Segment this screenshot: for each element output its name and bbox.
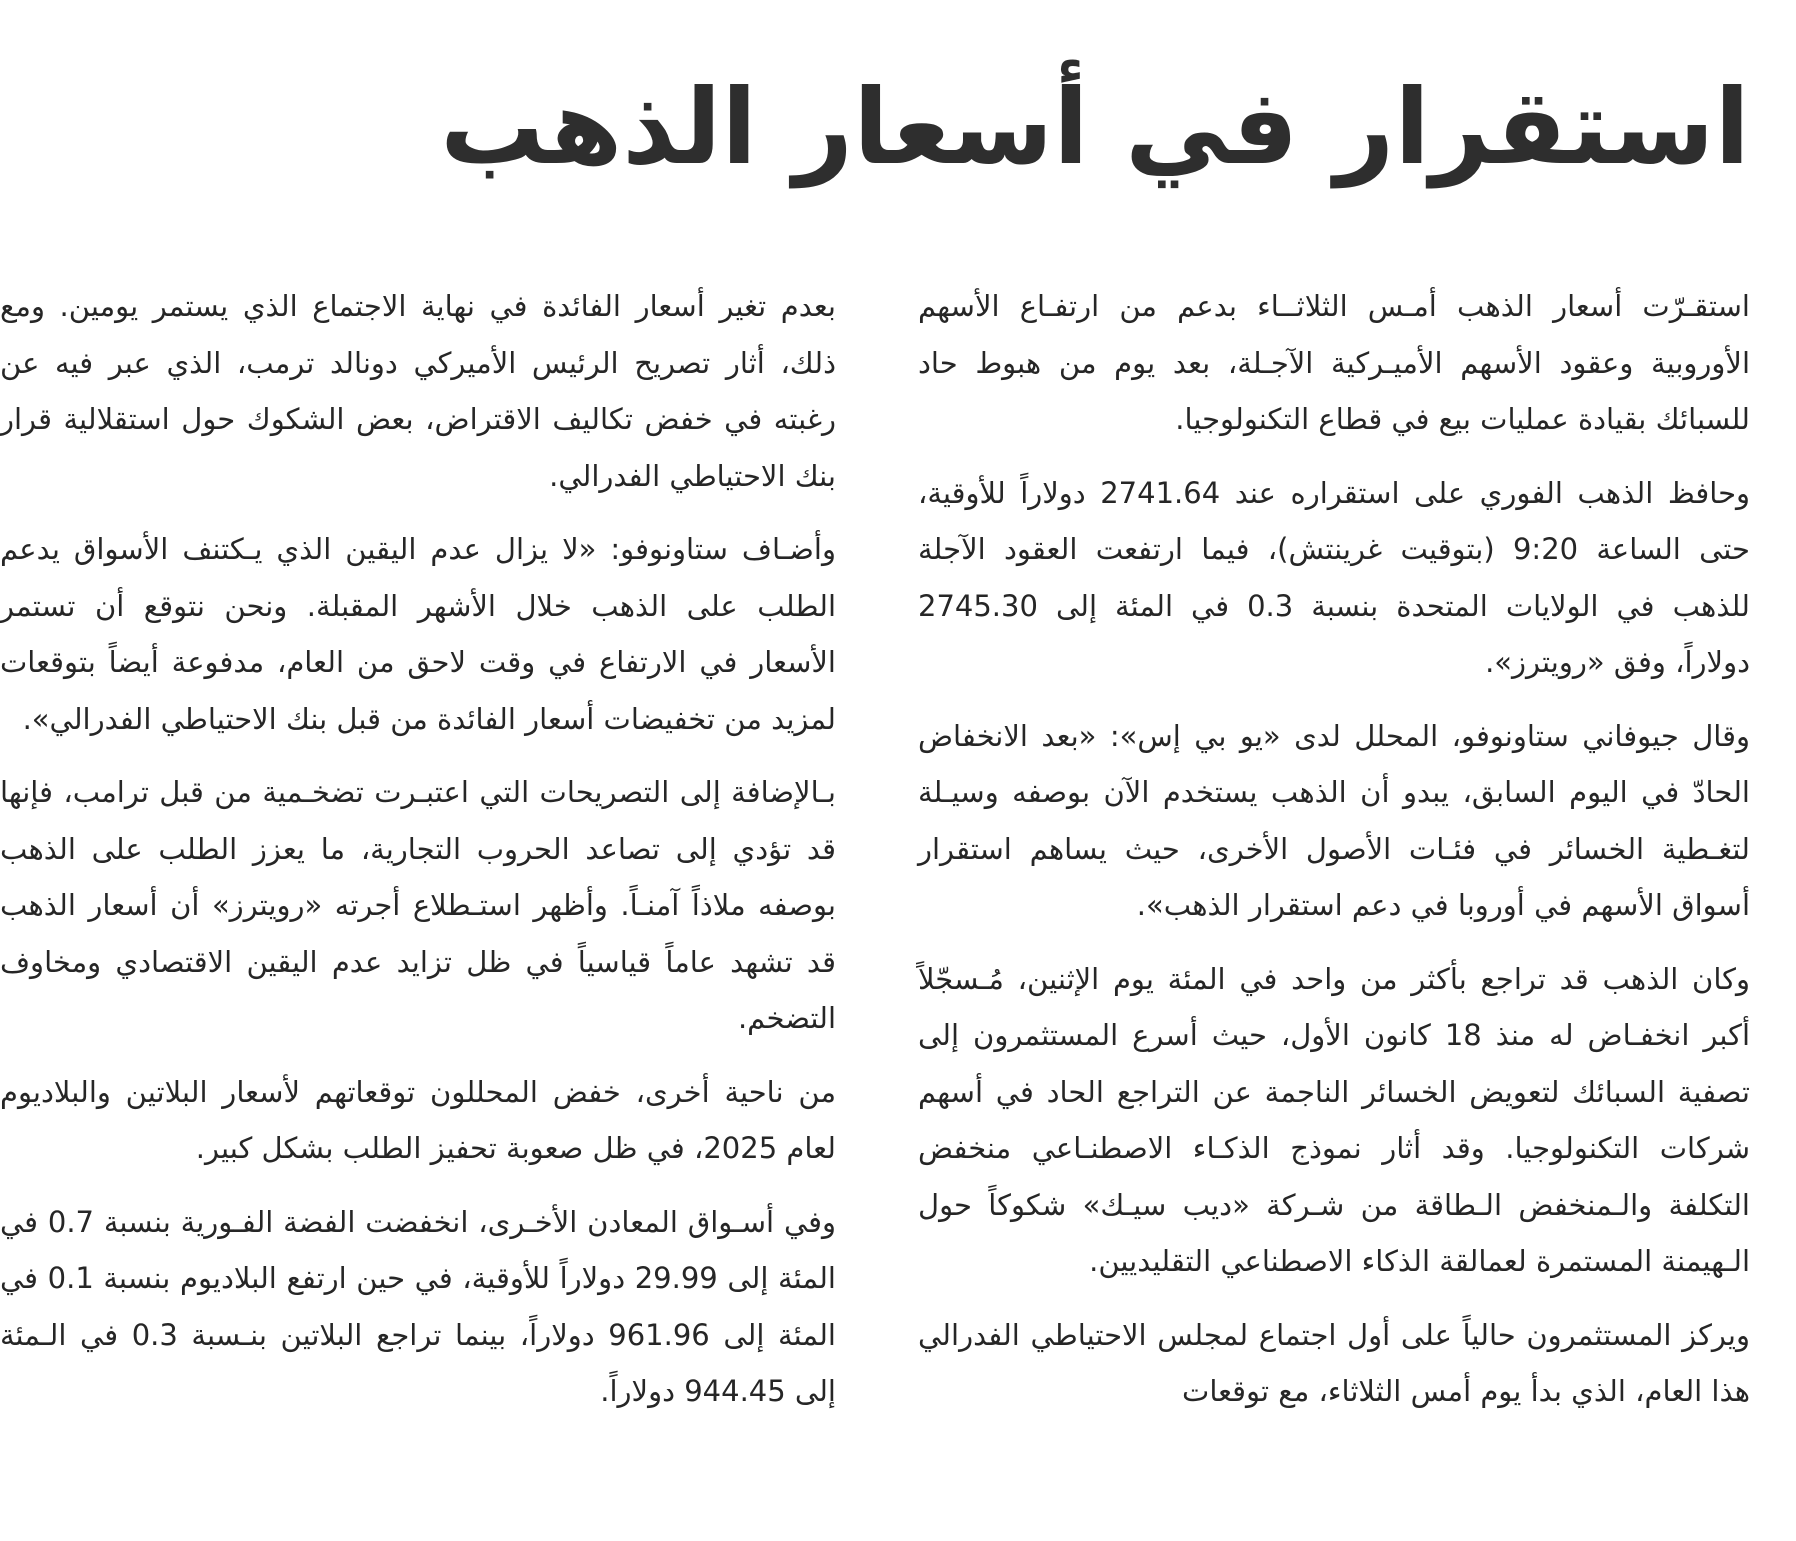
article-column-right [918,278,1750,1437]
article-paragraph: من ناحية أخرى، خفض المحللون توقعاتهم لأسعار البلاتين والبلاديوم لعام 2025، في ظل صعوبة تحفيز الطلب بشكل كبير. [0,1074,836,1165]
article-paragraph: بـالإضافة إلى التصريحات التي اعتبـرت تضخـمية من قبل ترامب، فإنها قد تؤدي إلى تصاعد الحروب التجارية، ما يعزز الطلب على الذهب بوصفه ملاذاً آمنـاً. وأظهر استـطلاع أجرته «رويترز» أن أسعار الذهب قد تشهد عاماً قياسياً في ظل تزايد عدم اليقين الاقتصادي ومخاوف التضخم. [0,775,836,1035]
article-paragraph: وقال جيوفاني ستاونوفو، المحلل لدى «يو بي إس»: «بعد الانخفاض الحادّ في اليوم السابق، يبدو أن الذهب يستخدم الآن بوصفه وسيـلة لتغـطية الخسائر في فئـات الأصول الأخرى، حيث يساهم استقرار أسواق الأسهم في أوروبا في دعم استقرار الذهب». [918,718,1750,922]
article-paragraph: بعدم تغير أسعار الفائدة في نهاية الاجتماع الذي يستمر يومين. ومع ذلك، أثار تصريح الرئيس الأميركي دونالد ترمب، الذي عبر فيه عن رغبته في خفض تكاليف الاقتراض، بعض الشكوك حول استقلالية قرار بنك الاحتياطي الفدرالي. [0,289,836,493]
article-paragraph: وكان الذهب قد تراجع بأكثر من واحد في المئة يوم الإثنين، مُـسجّلاً أكبر انخفـاض له منذ 18 كانون الأول، حيث أسرع المستثمرون إلى تصفية السبائك لتعويض الخسائر الناجمة عن التراجع الحاد في أسهم شركات التكنولوجيا. وقد أثار نموذج الذكـاء الاصطنـاعي منخفض التكلفة والـمنخفض الـطاقة من شـركة «ديب سيـك» شكوكاً حول الـهيمنة المستمرة لعمالقة الذكاء الاصطناعي التقليديين. [918,961,1751,1278]
article-paragraph: وفي أسـواق المعادن الأخـرى، انخفضت الفضة الفـورية بنسبة 0.7 في المئة إلى 29.99 دولاراً للأوقية، في حين ارتفع البلاديوم بنسبة 0.1 في المئة إلى 961.96 دولاراً، بينما تراجع البلاتين بنـسبة 0.3 في الـمئة إلى 944.45 دولاراً. [0,1204,836,1408]
article-paragraph: وحافظ الذهب الفوري على استقراره عند 2741.64 دولاراً للأوقية، حتى الساعة 9:20 (بتوقيت غرينتش)، فيما ارتفعت العقود الآجلة للذهب في الولايات المتحدة بنسبة 0.3 في المئة إلى 2745.30 دولاراً، وفق «رويترز». [918,475,1750,679]
article-paragraph: ويركز المستثمرون حالياً على أول اجتماع لمجلس الاحتياطي الفدرالي هذا العام، الذي بدأ يوم أمس الثلاثاء، مع توقعات [918,1317,1750,1408]
article-column-left [0,278,836,1541]
article-paragraph: وأضـاف ستاونوفو: «لا يزال عدم اليقين الذي يـكتنف الأسواق يدعم الطلب على الذهب خلال الأشهر المقبلة. ونحن نتوقع أن تستمر الأسعار في الارتفاع في وقت لاحق من العام، مدفوعة أيضاً بتوقعات لمزيد من تخفيضات أسعار الفائدة من قبل بنك الاحتياطي الفدرالي». [0,532,836,736]
article-paragraph: استقـرّت أسعار الذهب أمـس الثلاثــاء بدعم من ارتفـاع الأسهم الأوروبية وعقود الأسهم الأميـركية الآجـلة، بعد يوم من هبوط حاد للسبائك بقيادة عمليات بيع في قطاع التكنولوجيا. [918,289,1750,436]
article-headline: استقرار في أسعار الذهب [440,66,1750,188]
